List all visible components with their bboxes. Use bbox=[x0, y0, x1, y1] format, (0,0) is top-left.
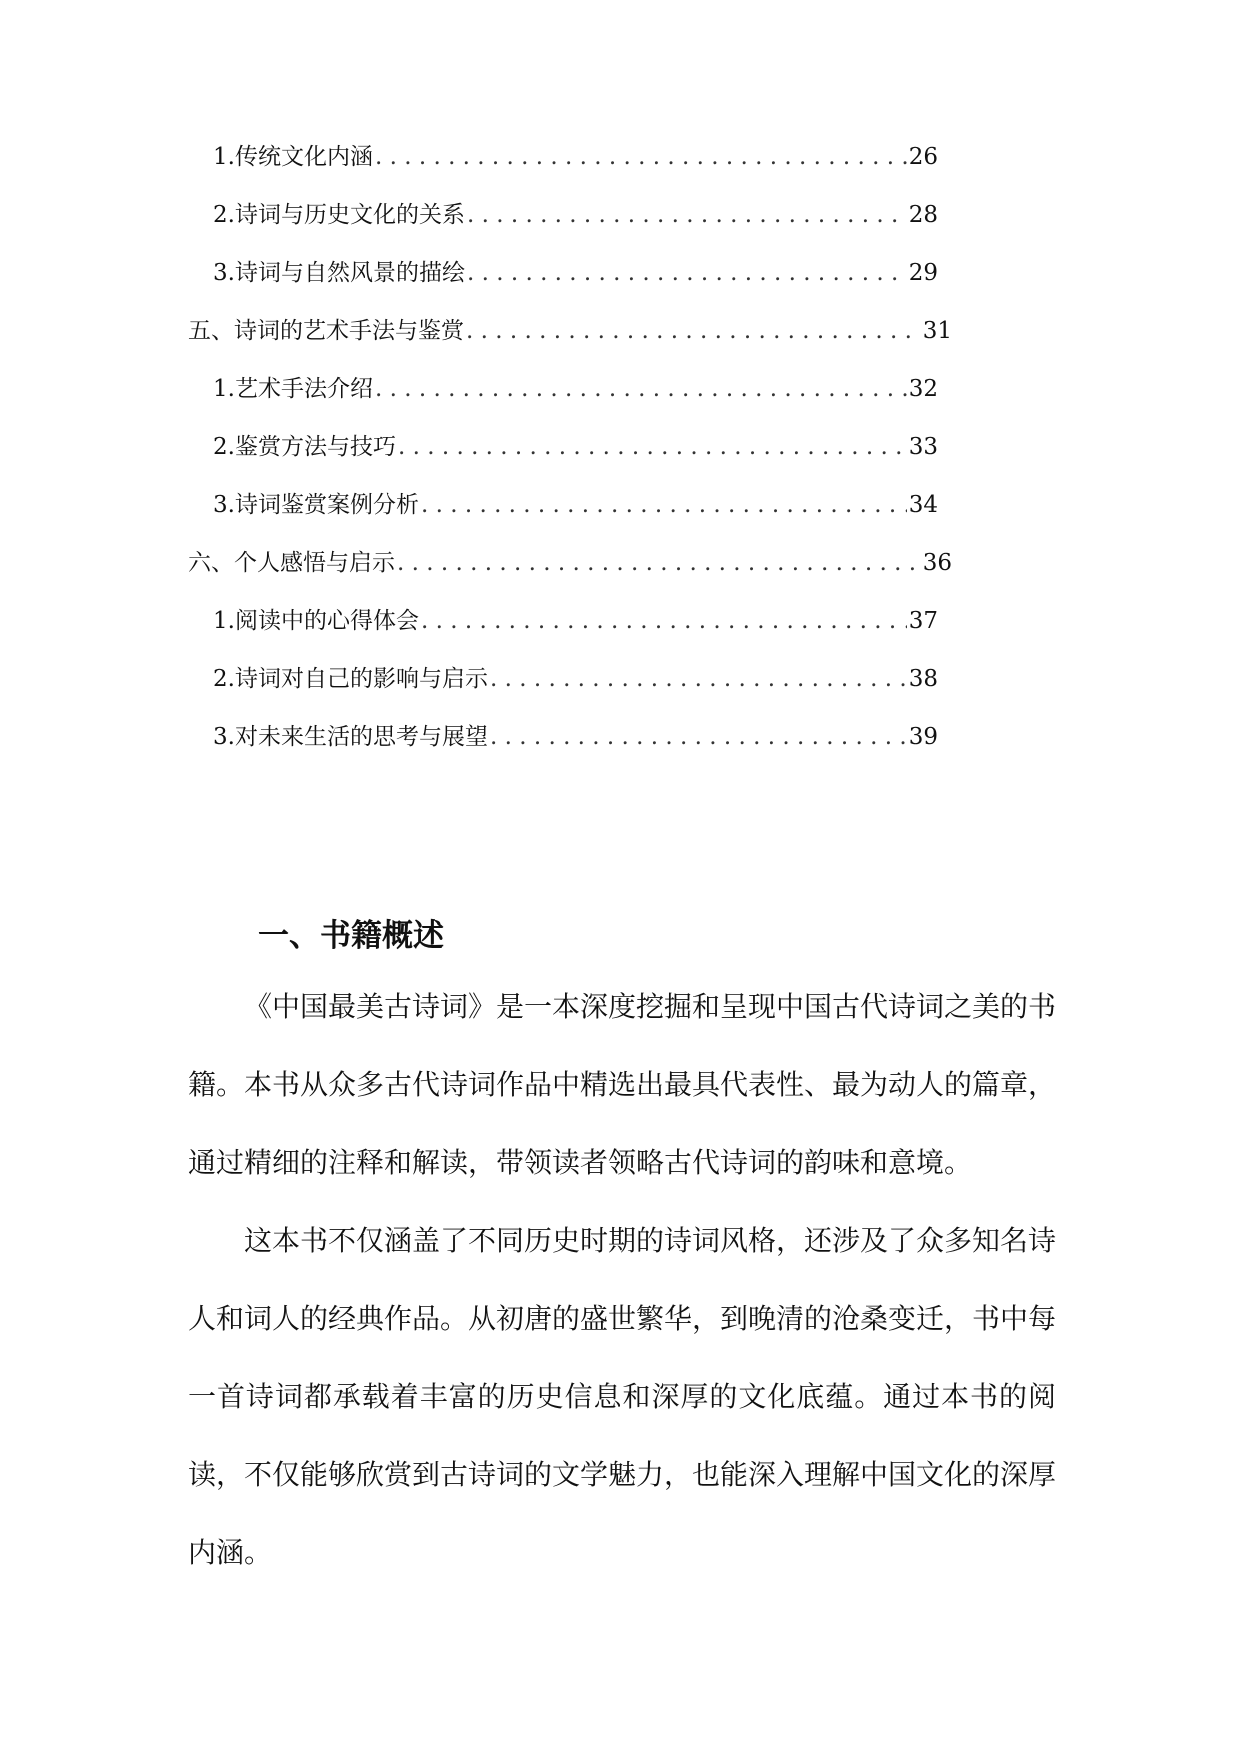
section-body bbox=[188, 968, 1056, 1592]
toc-entry-title: 诗词与自然风景的描绘 bbox=[234, 260, 465, 286]
toc-entry[interactable] bbox=[213, 372, 938, 406]
toc-entry[interactable] bbox=[213, 198, 938, 232]
toc-entry[interactable] bbox=[213, 256, 938, 290]
toc-entry[interactable] bbox=[188, 546, 952, 580]
toc-entry-page: 31 bbox=[922, 318, 952, 344]
toc-entry-title: 传统文化内涵 bbox=[234, 144, 373, 170]
toc-dot-leader bbox=[398, 430, 907, 464]
toc-entry-title: 诗词与历史文化的关系 bbox=[234, 202, 465, 228]
toc-entry-title: 诗词鉴赏案例分析 bbox=[234, 492, 419, 518]
section-heading: 一、书籍概述 bbox=[258, 917, 444, 954]
toc-entry-page: 29 bbox=[908, 260, 938, 286]
toc-entry-number: 3. bbox=[213, 492, 235, 518]
toc-entry-page: 32 bbox=[908, 376, 938, 402]
toc-entry[interactable] bbox=[213, 430, 938, 464]
toc-entry-title: 诗词对自己的影响与启示 bbox=[234, 666, 488, 692]
toc-entry-page: 34 bbox=[908, 492, 938, 518]
toc-entry-number: 2. bbox=[213, 666, 235, 692]
toc-entry-number: 3. bbox=[213, 724, 235, 750]
toc-dot-leader bbox=[467, 256, 907, 290]
toc-entry-page: 33 bbox=[908, 434, 938, 460]
toc-entry-title: 对未来生活的思考与展望 bbox=[234, 724, 488, 750]
toc-dot-leader bbox=[375, 372, 907, 406]
toc-dot-leader bbox=[375, 140, 907, 174]
toc-entry-title: 鉴赏方法与技巧 bbox=[234, 434, 396, 460]
toc-entry-page: 37 bbox=[908, 608, 938, 634]
toc-entry-page: 26 bbox=[908, 144, 938, 170]
toc-dot-leader bbox=[490, 662, 907, 696]
toc-dot-leader bbox=[467, 198, 907, 232]
toc-entry-page: 28 bbox=[908, 202, 938, 228]
toc-dot-leader bbox=[421, 488, 907, 522]
toc-entry-page: 36 bbox=[922, 550, 952, 576]
toc-entry-title: 六、个人感悟与启示 bbox=[188, 550, 395, 576]
paragraph: 《中国最美古诗词》是一本深度挖掘和呈现中国古代诗词之美的书籍。本书从众多古代诗词作品中精选出最具代表性、最为动人的篇章，通过精细的注释和解读，带领读者领略古代诗词的韵味和意境。 bbox=[188, 990, 1057, 1179]
toc-entry[interactable] bbox=[213, 488, 938, 522]
toc-entry[interactable] bbox=[213, 604, 938, 638]
toc-entry[interactable] bbox=[213, 140, 938, 174]
toc-dot-leader bbox=[421, 604, 907, 638]
toc-entry-number: 3. bbox=[213, 260, 235, 286]
toc-entry-title: 五、诗词的艺术手法与鉴赏 bbox=[188, 318, 464, 344]
toc-entry-number: 1. bbox=[213, 608, 235, 634]
toc-entry-number: 1. bbox=[213, 376, 235, 402]
toc-entry-title: 艺术手法介绍 bbox=[234, 376, 373, 402]
toc-entry-number: 2. bbox=[213, 434, 235, 460]
toc-entry-page: 38 bbox=[908, 666, 938, 692]
toc-entry[interactable] bbox=[188, 314, 952, 348]
toc-dot-leader bbox=[490, 720, 907, 754]
toc-entry[interactable] bbox=[213, 662, 938, 696]
toc-dot-leader bbox=[397, 546, 921, 580]
toc-entry-title: 阅读中的心得体会 bbox=[234, 608, 419, 634]
toc-entry-number: 1. bbox=[213, 144, 235, 170]
toc-entry-page: 39 bbox=[908, 724, 938, 750]
toc-entry[interactable] bbox=[213, 720, 938, 754]
toc-entry-number: 2. bbox=[213, 202, 235, 228]
toc-dot-leader bbox=[466, 314, 921, 348]
paragraph: 这本书不仅涵盖了不同历史时期的诗词风格，还涉及了众多知名诗人和词人的经典作品。从初唐的盛世繁华，到晚清的沧桑变迁，书中每一首诗词都承载着丰富的历史信息和深厚的文化底蕴。通过本书的阅读，不仅能够欣赏到古诗词的文学魅力，也能深入理解中国文化的深厚内涵。 bbox=[188, 1224, 1057, 1569]
